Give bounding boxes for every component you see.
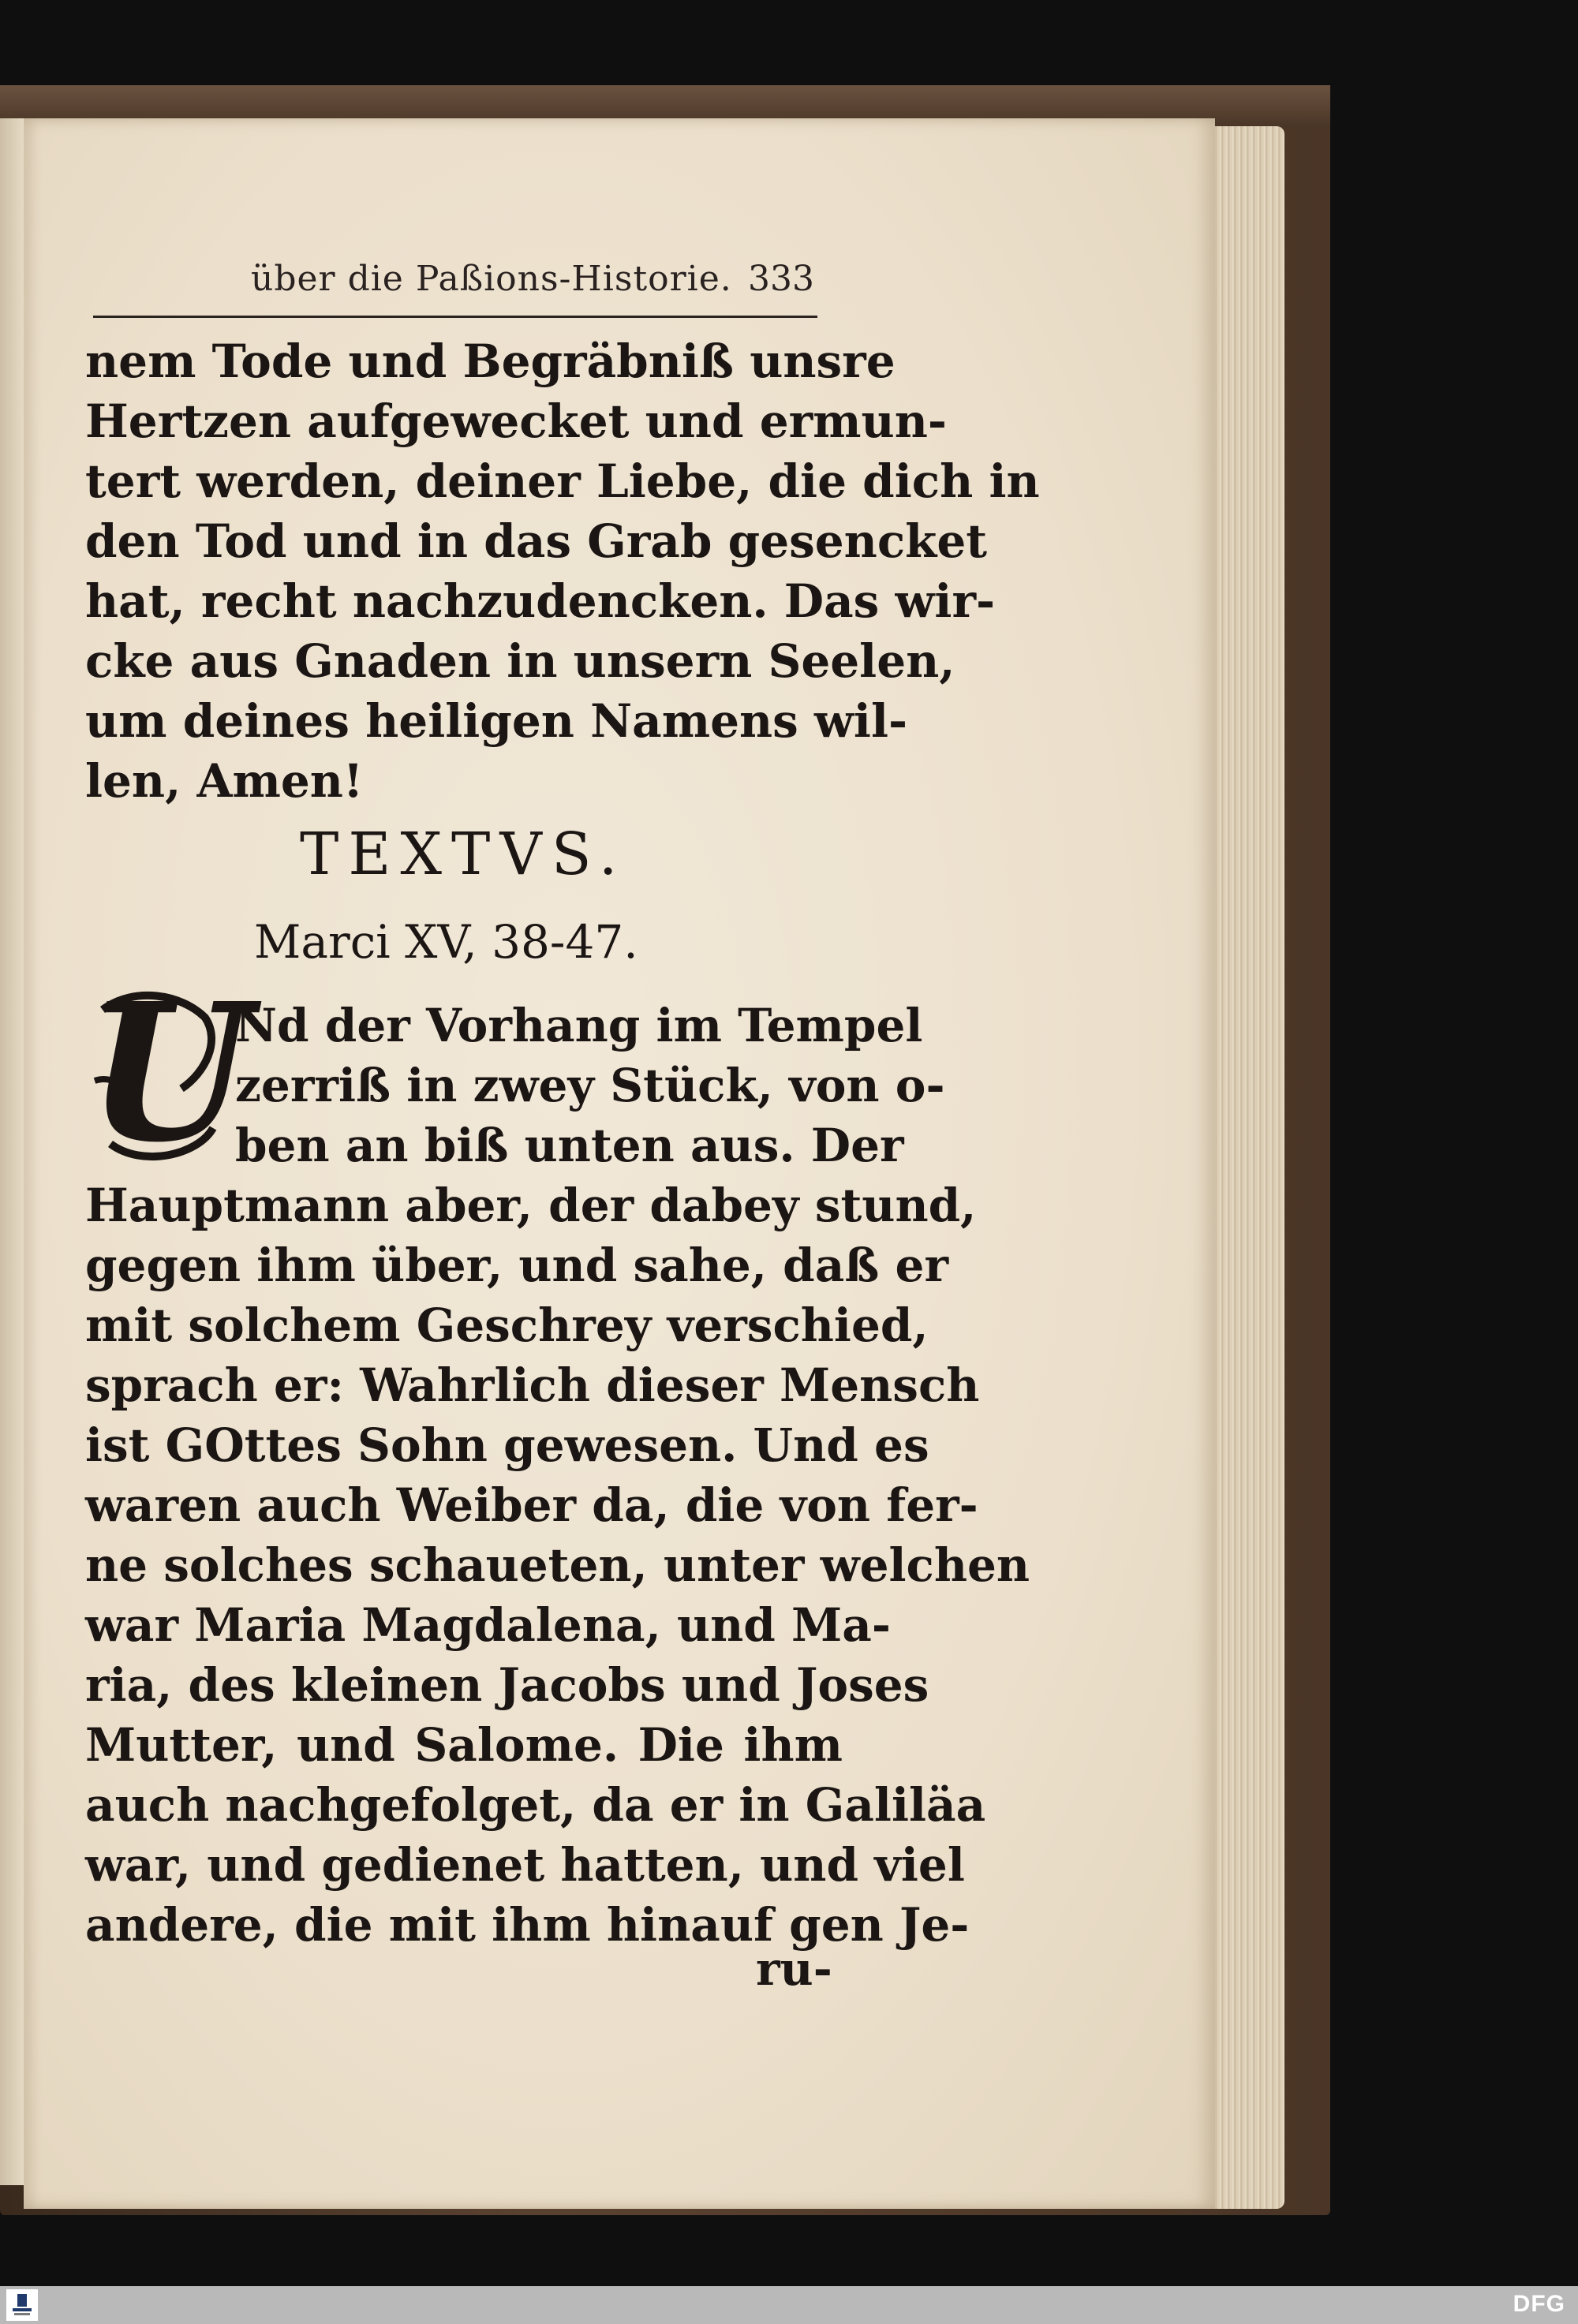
scripture-line: ben an biß unten aus. Der [235, 1119, 904, 1172]
scripture-line: zerriß in zwey Stück, von o- [235, 1059, 945, 1112]
scripture-text [85, 996, 1030, 1955]
scripture-line: gegen ihm über, und sahe, daß er [85, 1239, 949, 1292]
prayer-line: cke aus Gnaden in unsern Seelen, [85, 634, 955, 688]
prayer-line: len, Amen! [85, 754, 364, 808]
scripture-line: andere, die mit ihm hinauf gen Je- [85, 1898, 970, 1952]
dfg-label: DFG [1513, 2291, 1565, 2317]
scripture-line: war Maria Magdalena, und Ma- [85, 1598, 891, 1652]
prayer-line: den Tod und in das Grab gesencket [85, 514, 988, 568]
library-logo-icon [6, 2289, 38, 2321]
scripture-line: mit solchem Geschrey verschied, [85, 1298, 929, 1352]
scripture-line: war, und gedienet hatten, und viel [85, 1838, 965, 1892]
scripture-line: ria, des kleinen Jacobs und Joses [85, 1658, 929, 1712]
scripture-line: ne solches schaueten, unter welchen [85, 1538, 1030, 1592]
drop-cap: U [87, 962, 252, 1184]
prayer-line: nem Tode und Begräbniß unsre [85, 334, 896, 388]
page-header [93, 259, 817, 318]
page-number: 333 [748, 259, 814, 299]
catchword: ru- [756, 1942, 832, 1996]
scripture-line: Hauptmann aber, der dabey stund, [85, 1179, 977, 1232]
prayer-paragraph [85, 331, 1040, 811]
scripture-line: Mutter, und Salome. Die ihm [85, 1718, 843, 1772]
prayer-line: hat, recht nachzudencken. Das wir- [85, 574, 996, 628]
prayer-line: um deines heiligen Namens wil- [85, 694, 908, 748]
scripture-line: ist GOttes Sohn gewesen. Und es [85, 1418, 929, 1472]
scripture-line: Nd der Vorhang im Tempel [235, 999, 923, 1052]
scripture-line: waren auch Weiber da, die von fer- [85, 1478, 978, 1532]
scripture-reference: Marci XV, 38-47. [254, 915, 638, 969]
running-title: über die Paßions-Historie. [251, 259, 732, 299]
scripture-line: sprach er: Wahrlich dieser Mensch [85, 1358, 980, 1412]
textus-heading: TEXTVS. [300, 820, 627, 888]
previous-page-edge [0, 118, 25, 2185]
prayer-line: tert werden, deiner Liebe, die dich in [85, 454, 1040, 508]
prayer-line: Hertzen aufgewecket und ermun- [85, 394, 947, 448]
viewer-footer-bar [0, 2286, 1578, 2324]
scripture-line: auch nachgefolget, da er in Galiläa [85, 1778, 986, 1832]
